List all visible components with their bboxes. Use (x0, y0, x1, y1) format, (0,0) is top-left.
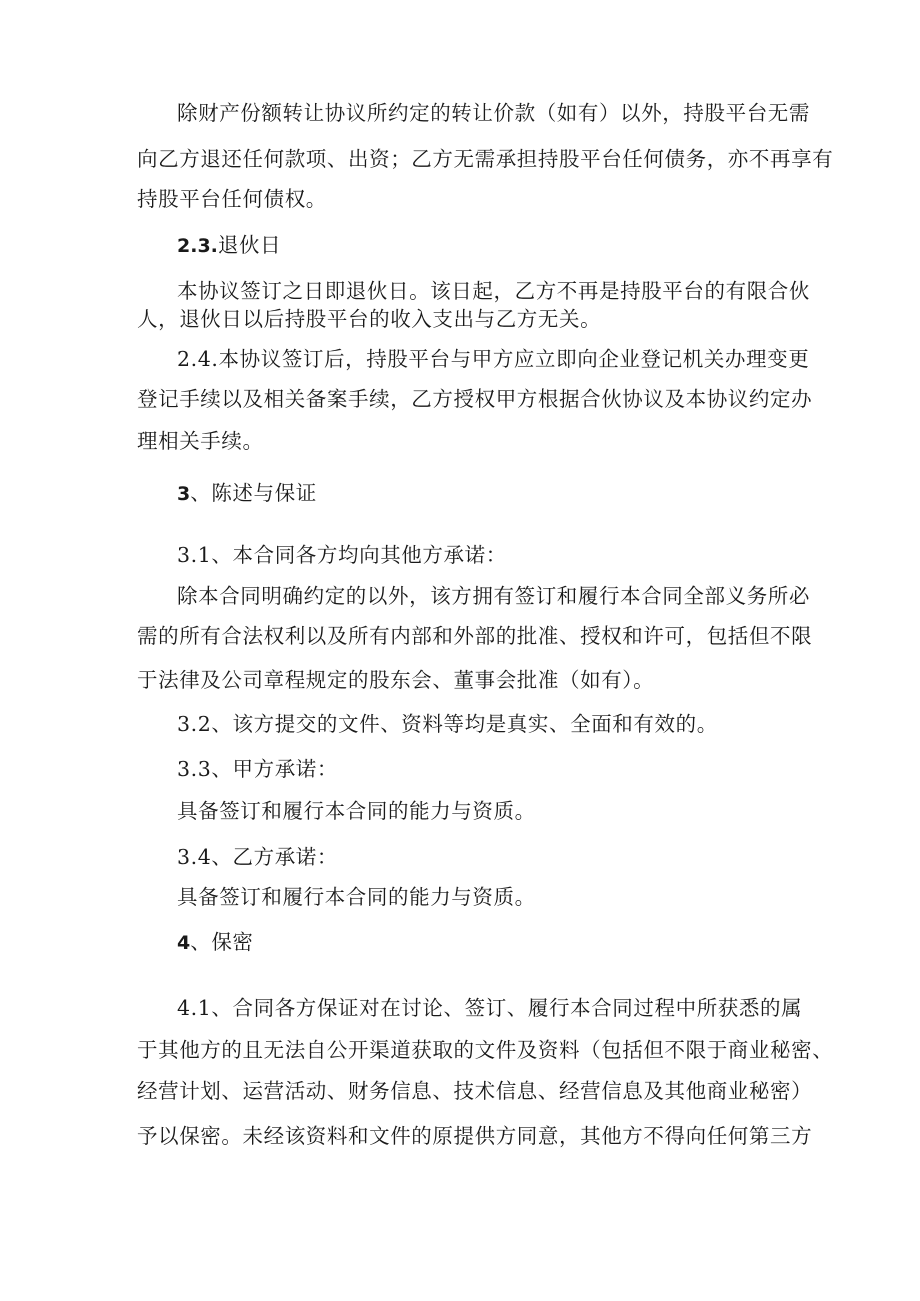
paragraph-line: 于其他方的且无法自公开渠道获取的文件及资料（包括但不限于商业秘密、 (137, 1038, 834, 1062)
heading-number: 3 (177, 483, 191, 505)
paragraph-line: 3.3、甲方承诺： (177, 757, 339, 781)
paragraph-line: 经营计划、运营活动、财务信息、技术信息、经营信息及其他商业秘密） (137, 1079, 813, 1103)
heading-text: 退伙日 (217, 233, 282, 257)
paragraph-line: 2.4.本协议签订后，持股平台与甲方应立即向企业登记机关办理变更 (177, 347, 810, 371)
paragraph-line: 3.2、该方提交的文件、资料等均是真实、全面和有效的。 (177, 712, 718, 736)
section-heading-2-3 (177, 231, 827, 260)
paragraph-line: 具备签订和履行本合同的能力与资质。 (177, 799, 536, 823)
paragraph-line: 除财产份额转让协议所约定的转让价款（如有）以外，持股平台无需 (177, 101, 810, 125)
paragraph-line: 具备签订和履行本合同的能力与资质。 (177, 885, 536, 909)
paragraph-line: 于法律及公司章程规定的股东会、董事会批准（如有）。 (137, 668, 655, 692)
paragraph-line: 需的所有合法权利以及所有内部和外部的批准、授权和许可，包括但不限 (137, 624, 813, 648)
section-heading-3 (177, 479, 827, 508)
paragraph-line: 理相关手续。 (137, 429, 264, 453)
section-heading-4 (177, 928, 827, 957)
heading-number: 4 (177, 932, 191, 954)
paragraph-line: 4.1、合同各方保证对在讨论、签订、履行本合同过程中所获悉的属 (177, 996, 803, 1020)
paragraph-line: 3.4、乙方承诺： (177, 845, 339, 869)
paragraph-line: 向乙方退还任何款项、出资；乙方无需承担持股平台任何债务，亦不再享有 (137, 147, 834, 171)
paragraph-line: 本协议签订之日即退伙日。该日起，乙方不再是持股平台的有限合伙 (177, 279, 810, 303)
heading-text: 、陈述与保证 (190, 481, 317, 505)
paragraph-line: 持股平台任何债权。 (137, 187, 327, 211)
paragraph-line: 除本合同明确约定的以外，该方拥有签订和履行本合同全部义务所必 (177, 584, 810, 608)
paragraph-line: 予以保密。未经该资料和文件的原提供方同意，其他方不得向任何第三方 (137, 1124, 813, 1148)
heading-text: 、保密 (190, 930, 254, 954)
paragraph-line: 登记手续以及相关备案手续，乙方授权甲方根据合伙协议及本协议约定办 (137, 387, 813, 411)
paragraph-line: 3.1、本合同各方均向其他方承诺： (177, 543, 507, 567)
heading-number: 2.3. (177, 235, 218, 257)
paragraph-line: 人，退伙日以后持股平台的收入支出与乙方无关。 (137, 307, 602, 331)
